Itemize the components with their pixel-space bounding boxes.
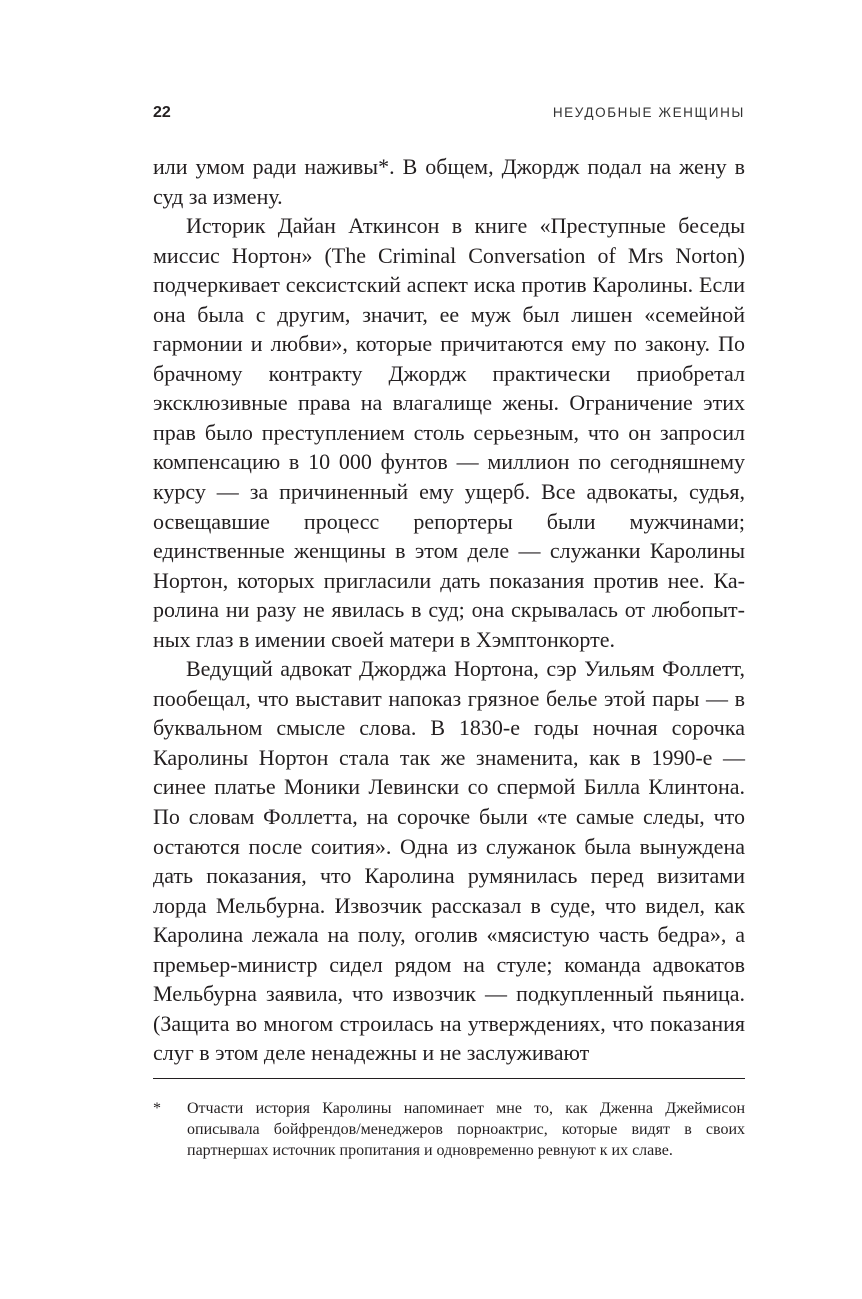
running-head: [153, 101, 745, 125]
footnote-divider: [153, 1078, 745, 1079]
page-number: 22: [153, 104, 171, 121]
paragraph-1: или умом ради наживы*. В общем, Джордж подал на жену в суд за измену.: [153, 154, 745, 209]
footnote: [153, 1098, 745, 1161]
footnote-marker: *: [153, 1100, 161, 1117]
footnote-text: Отчасти история Каролины напоминает мне то, как Дженна Джеймисон описывала бойфрендов/менеджеров порноактрис, которые видят в своих партнершах источник пропитания и одновременно ревнуют к их славе.: [187, 1100, 745, 1159]
body-text: [153, 152, 745, 1068]
book-title: НЕУДОБНЫЕ ЖЕНЩИНЫ: [552, 105, 745, 120]
paragraph-3: Ведущий адвокат Джорджа Нортона, сэр Уильям Фоллетт, пообещал, что выставит напоказ грязное белье этой пары — в буквальном смысле слова. В 1830-е годы ночная сорочка Каролины Нортон стала так же знаменита, как в 1990-е — синее платье Моники Левински со спермой Билла Клинтона. По словам Фоллетта, на сорочке были «те самые следы, что остаются после соития». Одна из служанок была вынуждена дать показания, что Каролина румянилась перед визитами лорда Мельбурна. Извозчик рассказал в суде, что видел, как Каролина лежала на полу, оголив «мясистую часть бедра», а премьер-министр сидел рядом на стуле; команда адвокатов Мельбурна заявила, что извозчик — подкупленный пьяница. (Защита во многом строилась на утверждениях, что показания слуг в этом деле ненадежны и не заслуживают: [153, 656, 745, 1066]
paragraph-2: Историк Дайан Аткинсон в книге «Преступные беседы миссис Нортон» (The Criminal Conversation of Mrs Norton) подчеркивает сексистский аспект иска против Каролины. Если она была с другим, значит, ее муж был лишен «семейной гармонии и любви», которые причитаются ему по закону. По брачному контракту Джордж практически приобретал эксклюзивные права на влагалище жены. Ограничение этих прав было преступлением столь серьезным, что он запросил компенсацию в 10 000 фунтов — миллион по сегодняшнему курсу — за причиненный ему ущерб. Все адвокаты, судья, освещавшие процесс репортеры были мужчинами; единственные женщины в этом деле — служанки Каролины Нортон, которых пригласили дать показания против нее. Каролина ни разу не явилась в суд; она скрывалась от любопытных глаз в имении своей матери в Хэмптонкорте.: [153, 213, 745, 652]
